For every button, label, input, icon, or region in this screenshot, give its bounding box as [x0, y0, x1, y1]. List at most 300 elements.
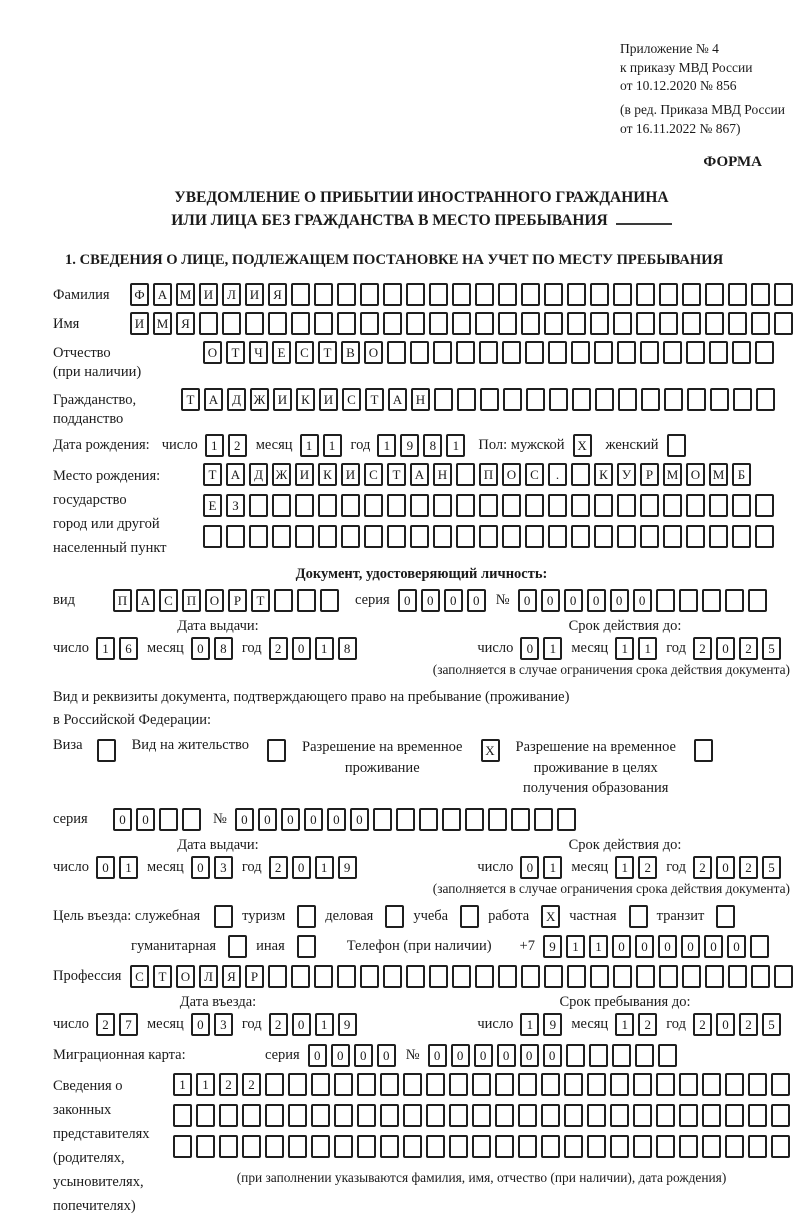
form-cell[interactable]: 5	[762, 1013, 781, 1036]
form-cell[interactable]: 1	[589, 935, 608, 958]
form-cell[interactable]	[686, 525, 705, 548]
form-cell[interactable]: 1	[119, 856, 138, 879]
form-cell[interactable]: 9	[543, 935, 562, 958]
form-cell[interactable]	[659, 312, 678, 335]
form-cell[interactable]	[406, 965, 425, 988]
form-cell[interactable]	[334, 1073, 353, 1096]
form-cell[interactable]: 0	[292, 1013, 311, 1036]
form-cell[interactable]: Ф	[130, 283, 149, 306]
form-cell[interactable]	[479, 341, 498, 364]
form-cell[interactable]	[383, 283, 402, 306]
form-cell[interactable]	[498, 965, 517, 988]
form-cell[interactable]	[488, 808, 507, 831]
form-cell[interactable]	[682, 283, 701, 306]
form-cell[interactable]: 0	[136, 808, 155, 831]
form-cell[interactable]	[274, 589, 293, 612]
form-cell[interactable]: Ж	[250, 388, 269, 411]
form-cell[interactable]	[429, 283, 448, 306]
form-cell[interactable]	[564, 1073, 583, 1096]
form-cell[interactable]	[159, 808, 178, 831]
form-cell[interactable]: 8	[214, 637, 233, 660]
form-cell[interactable]	[633, 1104, 652, 1127]
form-cell[interactable]: 1	[323, 434, 342, 457]
form-cell[interactable]	[297, 589, 316, 612]
form-cell[interactable]	[449, 1135, 468, 1158]
form-cell[interactable]	[434, 388, 453, 411]
form-cell[interactable]	[658, 1044, 677, 1067]
form-cell[interactable]: 2	[242, 1073, 261, 1096]
form-cell[interactable]	[702, 589, 721, 612]
form-cell[interactable]	[587, 1104, 606, 1127]
form-cell[interactable]	[557, 808, 576, 831]
form-cell[interactable]	[774, 283, 793, 306]
form-cell[interactable]	[728, 283, 747, 306]
form-cell[interactable]: 2	[739, 1013, 758, 1036]
form-cell[interactable]	[687, 388, 706, 411]
form-cell[interactable]	[705, 312, 724, 335]
form-cell[interactable]	[456, 494, 475, 517]
form-cell[interactable]: О	[686, 463, 705, 486]
form-cell[interactable]: 5	[762, 637, 781, 660]
form-cell[interactable]: 0	[235, 808, 254, 831]
form-cell[interactable]: Ж	[272, 463, 291, 486]
form-cell[interactable]: Н	[433, 463, 452, 486]
form-cell[interactable]: 0	[658, 935, 677, 958]
form-cell[interactable]: 1	[543, 637, 562, 660]
form-cell[interactable]	[272, 494, 291, 517]
form-cell[interactable]	[709, 341, 728, 364]
form-cell[interactable]: 2	[228, 434, 247, 457]
form-cell[interactable]: О	[176, 965, 195, 988]
form-cell[interactable]	[682, 312, 701, 335]
form-cell[interactable]	[380, 1135, 399, 1158]
form-cell[interactable]: 1	[96, 637, 115, 660]
form-cell[interactable]: 0	[497, 1044, 516, 1067]
form-cell[interactable]	[548, 525, 567, 548]
form-cell[interactable]	[664, 388, 683, 411]
form-cell[interactable]	[544, 965, 563, 988]
form-cell[interactable]: 0	[635, 935, 654, 958]
form-cell[interactable]	[357, 1104, 376, 1127]
form-cell[interactable]	[755, 341, 774, 364]
form-cell[interactable]: И	[341, 463, 360, 486]
form-cell[interactable]: 3	[214, 1013, 233, 1036]
form-cell[interactable]	[544, 312, 563, 335]
form-cell[interactable]: 0	[350, 808, 369, 831]
form-cell[interactable]	[610, 1073, 629, 1096]
form-cell[interactable]	[656, 589, 675, 612]
form-cell[interactable]	[636, 312, 655, 335]
form-cell[interactable]: Л	[199, 965, 218, 988]
form-cell[interactable]: 0	[304, 808, 323, 831]
form-cell[interactable]: 0	[113, 808, 132, 831]
form-cell[interactable]: 1	[315, 637, 334, 660]
form-cell[interactable]: С	[364, 463, 383, 486]
form-cell[interactable]: Р	[640, 463, 659, 486]
form-cell[interactable]	[526, 388, 545, 411]
form-cell[interactable]	[311, 1073, 330, 1096]
form-cell[interactable]	[449, 1104, 468, 1127]
form-cell[interactable]	[663, 494, 682, 517]
form-cell[interactable]	[567, 283, 586, 306]
form-cell[interactable]: Т	[251, 589, 270, 612]
form-cell[interactable]	[311, 1104, 330, 1127]
form-cell[interactable]	[567, 965, 586, 988]
form-cell[interactable]	[725, 1104, 744, 1127]
form-cell[interactable]: 5	[762, 856, 781, 879]
form-cell[interactable]: 0	[633, 589, 652, 612]
form-cell[interactable]	[288, 1135, 307, 1158]
form-cell[interactable]: О	[205, 589, 224, 612]
form-cell[interactable]	[564, 1135, 583, 1158]
form-cell[interactable]	[518, 1104, 537, 1127]
form-cell[interactable]	[406, 312, 425, 335]
form-cell[interactable]	[502, 341, 521, 364]
form-cell[interactable]: И	[319, 388, 338, 411]
form-cell[interactable]	[360, 965, 379, 988]
form-cell[interactable]	[472, 1104, 491, 1127]
form-cell[interactable]	[265, 1073, 284, 1096]
form-cell[interactable]: 0	[444, 589, 463, 612]
form-cell[interactable]	[771, 1135, 790, 1158]
form-cell[interactable]	[460, 905, 479, 928]
form-cell[interactable]: 2	[638, 1013, 657, 1036]
form-cell[interactable]	[357, 1073, 376, 1096]
form-cell[interactable]: 1	[315, 856, 334, 879]
form-cell[interactable]	[732, 494, 751, 517]
form-cell[interactable]: 0	[421, 589, 440, 612]
form-cell[interactable]: 1	[520, 1013, 539, 1036]
form-cell[interactable]: 0	[520, 637, 539, 660]
form-cell[interactable]: Б	[732, 463, 751, 486]
form-cell[interactable]	[702, 1104, 721, 1127]
form-cell[interactable]	[314, 965, 333, 988]
form-cell[interactable]	[457, 388, 476, 411]
form-cell[interactable]	[498, 312, 517, 335]
form-cell[interactable]	[590, 312, 609, 335]
form-cell[interactable]	[173, 1135, 192, 1158]
form-cell[interactable]	[595, 388, 614, 411]
form-cell[interactable]: 0	[564, 589, 583, 612]
form-cell[interactable]	[534, 808, 553, 831]
form-cell[interactable]	[541, 1135, 560, 1158]
form-cell[interactable]	[525, 525, 544, 548]
form-cell[interactable]	[751, 283, 770, 306]
form-cell[interactable]	[541, 1104, 560, 1127]
form-cell[interactable]: 0	[681, 935, 700, 958]
form-cell[interactable]	[686, 494, 705, 517]
form-cell[interactable]	[495, 1104, 514, 1127]
form-cell[interactable]: 9	[543, 1013, 562, 1036]
form-cell[interactable]: Т	[226, 341, 245, 364]
form-cell[interactable]	[663, 341, 682, 364]
form-cell[interactable]: 9	[338, 856, 357, 879]
form-cell[interactable]	[291, 312, 310, 335]
form-cell[interactable]	[617, 525, 636, 548]
form-cell[interactable]: 0	[610, 589, 629, 612]
form-cell[interactable]	[380, 1073, 399, 1096]
form-cell[interactable]	[610, 1104, 629, 1127]
form-cell[interactable]	[686, 341, 705, 364]
form-cell[interactable]	[725, 1073, 744, 1096]
form-cell[interactable]: Д	[227, 388, 246, 411]
form-cell[interactable]	[667, 434, 686, 457]
form-cell[interactable]	[659, 283, 678, 306]
form-cell[interactable]: 1	[566, 935, 585, 958]
form-cell[interactable]	[618, 388, 637, 411]
form-cell[interactable]	[373, 808, 392, 831]
form-cell[interactable]	[475, 965, 494, 988]
form-cell[interactable]	[387, 525, 406, 548]
form-cell[interactable]: 1	[638, 637, 657, 660]
form-cell[interactable]	[771, 1073, 790, 1096]
form-cell[interactable]	[249, 525, 268, 548]
form-cell[interactable]: 0	[96, 856, 115, 879]
form-cell[interactable]	[774, 312, 793, 335]
form-cell[interactable]: 0	[308, 1044, 327, 1067]
form-cell[interactable]: М	[153, 312, 172, 335]
form-cell[interactable]	[544, 283, 563, 306]
form-cell[interactable]	[360, 312, 379, 335]
form-cell[interactable]	[572, 388, 591, 411]
form-cell[interactable]: Я	[222, 965, 241, 988]
form-cell[interactable]	[403, 1135, 422, 1158]
form-cell[interactable]	[656, 1073, 675, 1096]
form-cell[interactable]: 2	[638, 856, 657, 879]
form-cell[interactable]: А	[226, 463, 245, 486]
form-cell[interactable]	[728, 965, 747, 988]
form-cell[interactable]: 0	[292, 856, 311, 879]
form-cell[interactable]	[383, 965, 402, 988]
form-cell[interactable]	[594, 341, 613, 364]
form-cell[interactable]: 1	[173, 1073, 192, 1096]
form-cell[interactable]	[173, 1104, 192, 1127]
form-cell[interactable]	[182, 808, 201, 831]
form-cell[interactable]	[265, 1104, 284, 1127]
form-cell[interactable]	[433, 341, 452, 364]
form-cell[interactable]: П	[113, 589, 132, 612]
form-cell[interactable]: 0	[467, 589, 486, 612]
form-cell[interactable]	[196, 1104, 215, 1127]
form-cell[interactable]	[426, 1135, 445, 1158]
form-cell[interactable]: 2	[693, 1013, 712, 1036]
form-cell[interactable]	[479, 494, 498, 517]
form-cell[interactable]	[480, 388, 499, 411]
title-underline-blank[interactable]	[616, 213, 672, 225]
form-cell[interactable]	[456, 341, 475, 364]
form-cell[interactable]: Я	[268, 283, 287, 306]
form-cell[interactable]	[548, 494, 567, 517]
form-cell[interactable]	[272, 525, 291, 548]
form-cell[interactable]	[589, 1044, 608, 1067]
form-cell[interactable]	[475, 283, 494, 306]
form-cell[interactable]	[311, 1135, 330, 1158]
form-cell[interactable]	[219, 1135, 238, 1158]
form-cell[interactable]	[410, 341, 429, 364]
form-cell[interactable]	[679, 1104, 698, 1127]
form-cell[interactable]: 0	[704, 935, 723, 958]
form-cell[interactable]	[495, 1135, 514, 1158]
form-cell[interactable]: М	[709, 463, 728, 486]
form-cell[interactable]: 7	[119, 1013, 138, 1036]
form-cell[interactable]	[590, 965, 609, 988]
form-cell[interactable]	[314, 312, 333, 335]
form-cell[interactable]	[295, 494, 314, 517]
form-cell[interactable]	[587, 1135, 606, 1158]
form-cell[interactable]	[337, 965, 356, 988]
form-cell[interactable]	[571, 341, 590, 364]
form-cell[interactable]: 3	[214, 856, 233, 879]
form-cell[interactable]	[640, 494, 659, 517]
form-cell[interactable]	[364, 494, 383, 517]
form-cell[interactable]	[291, 283, 310, 306]
form-cell[interactable]	[750, 935, 769, 958]
form-cell[interactable]	[709, 525, 728, 548]
form-cell[interactable]	[709, 494, 728, 517]
form-cell[interactable]: 8	[423, 434, 442, 457]
form-cell[interactable]	[219, 1104, 238, 1127]
form-cell[interactable]	[521, 965, 540, 988]
form-cell[interactable]: 0	[727, 935, 746, 958]
form-cell[interactable]	[629, 905, 648, 928]
form-cell[interactable]	[357, 1135, 376, 1158]
form-cell[interactable]: О	[502, 463, 521, 486]
form-cell[interactable]: 1	[377, 434, 396, 457]
form-cell[interactable]	[716, 905, 735, 928]
form-cell[interactable]	[380, 1104, 399, 1127]
form-cell[interactable]	[203, 525, 222, 548]
form-cell[interactable]: 0	[354, 1044, 373, 1067]
form-cell[interactable]: Д	[249, 463, 268, 486]
form-cell[interactable]	[518, 1073, 537, 1096]
form-cell[interactable]	[475, 312, 494, 335]
form-cell[interactable]	[433, 525, 452, 548]
form-cell[interactable]: Ч	[249, 341, 268, 364]
form-cell[interactable]: X	[573, 434, 592, 457]
form-cell[interactable]	[679, 1073, 698, 1096]
form-cell[interactable]: X	[541, 905, 560, 928]
form-cell[interactable]	[495, 1073, 514, 1096]
form-cell[interactable]: 9	[400, 434, 419, 457]
form-cell[interactable]	[590, 283, 609, 306]
form-cell[interactable]: 8	[338, 637, 357, 660]
form-cell[interactable]	[318, 525, 337, 548]
form-cell[interactable]	[426, 1104, 445, 1127]
form-cell[interactable]	[403, 1073, 422, 1096]
form-cell[interactable]: 2	[739, 637, 758, 660]
form-cell[interactable]	[265, 1135, 284, 1158]
form-cell[interactable]	[502, 525, 521, 548]
form-cell[interactable]	[702, 1073, 721, 1096]
form-cell[interactable]	[314, 283, 333, 306]
form-cell[interactable]	[748, 1073, 767, 1096]
form-cell[interactable]: 2	[693, 856, 712, 879]
form-cell[interactable]	[521, 312, 540, 335]
form-cell[interactable]: Т	[365, 388, 384, 411]
form-cell[interactable]: М	[176, 283, 195, 306]
form-cell[interactable]: 0	[520, 1044, 539, 1067]
form-cell[interactable]	[521, 283, 540, 306]
form-cell[interactable]: 2	[739, 856, 758, 879]
form-cell[interactable]	[429, 312, 448, 335]
form-cell[interactable]: Т	[387, 463, 406, 486]
form-cell[interactable]: 2	[693, 637, 712, 660]
form-cell[interactable]: П	[182, 589, 201, 612]
form-cell[interactable]	[613, 312, 632, 335]
form-cell[interactable]: 2	[269, 856, 288, 879]
form-cell[interactable]: 0	[258, 808, 277, 831]
form-cell[interactable]: 9	[338, 1013, 357, 1036]
form-cell[interactable]	[518, 1135, 537, 1158]
form-cell[interactable]: С	[159, 589, 178, 612]
form-cell[interactable]: 0	[292, 637, 311, 660]
form-cell[interactable]	[663, 525, 682, 548]
form-cell[interactable]: 6	[119, 637, 138, 660]
form-cell[interactable]	[748, 1135, 767, 1158]
form-cell[interactable]: 0	[716, 637, 735, 660]
form-cell[interactable]	[617, 341, 636, 364]
form-cell[interactable]	[387, 341, 406, 364]
form-cell[interactable]	[297, 905, 316, 928]
form-cell[interactable]: А	[204, 388, 223, 411]
form-cell[interactable]	[267, 739, 286, 762]
form-cell[interactable]: К	[296, 388, 315, 411]
form-cell[interactable]	[452, 965, 471, 988]
form-cell[interactable]: 1	[615, 856, 634, 879]
form-cell[interactable]	[610, 1135, 629, 1158]
form-cell[interactable]	[268, 312, 287, 335]
form-cell[interactable]	[472, 1073, 491, 1096]
form-cell[interactable]	[612, 1044, 631, 1067]
form-cell[interactable]	[549, 388, 568, 411]
form-cell[interactable]	[456, 525, 475, 548]
form-cell[interactable]	[337, 283, 356, 306]
form-cell[interactable]	[571, 494, 590, 517]
form-cell[interactable]	[442, 808, 461, 831]
form-cell[interactable]: Т	[318, 341, 337, 364]
form-cell[interactable]: Т	[153, 965, 172, 988]
form-cell[interactable]	[341, 494, 360, 517]
form-cell[interactable]	[242, 1135, 261, 1158]
form-cell[interactable]	[705, 965, 724, 988]
form-cell[interactable]	[641, 388, 660, 411]
form-cell[interactable]	[774, 965, 793, 988]
form-cell[interactable]	[594, 494, 613, 517]
form-cell[interactable]	[97, 739, 116, 762]
form-cell[interactable]	[503, 388, 522, 411]
form-cell[interactable]: 1	[315, 1013, 334, 1036]
form-cell[interactable]	[291, 965, 310, 988]
form-cell[interactable]	[318, 494, 337, 517]
form-cell[interactable]: 0	[191, 637, 210, 660]
form-cell[interactable]: 0	[520, 856, 539, 879]
form-cell[interactable]: А	[410, 463, 429, 486]
form-cell[interactable]	[479, 525, 498, 548]
form-cell[interactable]: Р	[245, 965, 264, 988]
form-cell[interactable]	[636, 965, 655, 988]
form-cell[interactable]: 0	[331, 1044, 350, 1067]
form-cell[interactable]	[410, 494, 429, 517]
form-cell[interactable]	[732, 525, 751, 548]
form-cell[interactable]: 0	[612, 935, 631, 958]
form-cell[interactable]	[751, 965, 770, 988]
form-cell[interactable]	[755, 525, 774, 548]
form-cell[interactable]	[472, 1135, 491, 1158]
form-cell[interactable]	[571, 463, 590, 486]
form-cell[interactable]	[498, 283, 517, 306]
form-cell[interactable]	[511, 808, 530, 831]
form-cell[interactable]	[571, 525, 590, 548]
